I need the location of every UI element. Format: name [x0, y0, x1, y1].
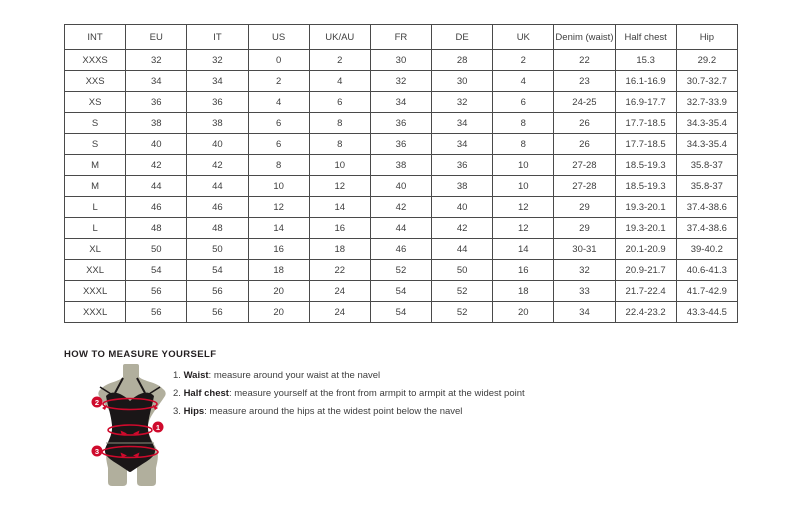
- table-cell: 20: [248, 281, 309, 302]
- table-cell: 33: [554, 281, 615, 302]
- table-cell: 20.1-20.9: [615, 239, 676, 260]
- table-cell: 14: [248, 218, 309, 239]
- table-row: [65, 218, 738, 239]
- table-cell: 4: [493, 71, 554, 92]
- table-cell: XXXL: [65, 302, 126, 323]
- table-cell: 56: [187, 281, 248, 302]
- table-cell: 12: [493, 197, 554, 218]
- table-cell: 12: [248, 197, 309, 218]
- table-cell: 32.7-33.9: [676, 92, 737, 113]
- table-cell: 8: [309, 134, 370, 155]
- table-cell: 27-28: [554, 176, 615, 197]
- badge-half-chest-number: 2: [94, 397, 100, 407]
- table-cell: 40.6-41.3: [676, 260, 737, 281]
- table-cell: 32: [370, 71, 431, 92]
- measure-section-title: HOW TO MEASURE YOURSELF: [64, 349, 217, 360]
- table-cell: 26: [554, 113, 615, 134]
- badge-waist-number: 1: [155, 422, 161, 432]
- table-cell: 12: [309, 176, 370, 197]
- column-header: Hip: [676, 25, 737, 50]
- table-cell: 17.7-18.5: [615, 134, 676, 155]
- table-cell: 20: [493, 302, 554, 323]
- table-cell: 38: [187, 113, 248, 134]
- table-cell: 56: [187, 302, 248, 323]
- size-table: [64, 24, 738, 323]
- table-cell: 34.3-35.4: [676, 134, 737, 155]
- table-cell: XS: [65, 92, 126, 113]
- table-cell: 34: [126, 71, 187, 92]
- instruction-number: 1.: [173, 370, 184, 381]
- table-cell: 34: [432, 134, 493, 155]
- instruction-text: : measure around the hips at the widest point below the navel: [204, 406, 463, 417]
- table-cell: 10: [493, 155, 554, 176]
- table-cell: 38: [370, 155, 431, 176]
- table-cell: 50: [126, 239, 187, 260]
- table-cell: 24: [309, 302, 370, 323]
- table-cell: 20: [248, 302, 309, 323]
- measure-instructions: [173, 371, 525, 425]
- table-row: [65, 197, 738, 218]
- table-cell: 22: [309, 260, 370, 281]
- badge-waist: [153, 422, 164, 433]
- table-cell: 18: [309, 239, 370, 260]
- table-cell: 29.2: [676, 50, 737, 71]
- table-cell: 8: [309, 113, 370, 134]
- table-cell: 35.8-37: [676, 155, 737, 176]
- table-cell: 19.3-20.1: [615, 218, 676, 239]
- table-cell: 36: [187, 92, 248, 113]
- table-cell: 32: [432, 92, 493, 113]
- table-cell: 46: [126, 197, 187, 218]
- table-cell: 54: [126, 260, 187, 281]
- table-cell: 44: [370, 218, 431, 239]
- table-cell: 12: [493, 218, 554, 239]
- table-cell: 44: [126, 176, 187, 197]
- table-row: [65, 71, 738, 92]
- table-cell: 37.4-38.6: [676, 218, 737, 239]
- table-cell: 16: [248, 239, 309, 260]
- table-cell: 18: [493, 281, 554, 302]
- table-cell: 18: [248, 260, 309, 281]
- table-cell: XXS: [65, 71, 126, 92]
- table-cell: 37.4-38.6: [676, 197, 737, 218]
- instruction-item: [173, 371, 525, 381]
- table-cell: L: [65, 218, 126, 239]
- table-cell: 34: [554, 302, 615, 323]
- table-cell: 48: [126, 218, 187, 239]
- table-cell: 16: [493, 260, 554, 281]
- column-header: DE: [432, 25, 493, 50]
- table-cell: 42: [432, 218, 493, 239]
- table-cell: M: [65, 176, 126, 197]
- table-cell: 40: [126, 134, 187, 155]
- table-row: [65, 239, 738, 260]
- table-cell: 4: [309, 71, 370, 92]
- instruction-number: 3.: [173, 406, 184, 417]
- column-header: Half chest: [615, 25, 676, 50]
- table-cell: 34: [370, 92, 431, 113]
- table-cell: 22.4-23.2: [615, 302, 676, 323]
- size-table-header-row: [65, 25, 738, 50]
- table-row: [65, 134, 738, 155]
- table-cell: 15.3: [615, 50, 676, 71]
- table-cell: 34: [432, 113, 493, 134]
- column-header: US: [248, 25, 309, 50]
- table-cell: 14: [493, 239, 554, 260]
- table-cell: 2: [309, 50, 370, 71]
- table-cell: 36: [370, 113, 431, 134]
- table-cell: 19.3-20.1: [615, 197, 676, 218]
- table-cell: 38: [432, 176, 493, 197]
- table-cell: 54: [370, 281, 431, 302]
- column-header: FR: [370, 25, 431, 50]
- table-cell: 4: [248, 92, 309, 113]
- measurement-figure-illustration: [75, 363, 185, 493]
- table-cell: 36: [432, 155, 493, 176]
- table-cell: 32: [126, 50, 187, 71]
- table-cell: 24-25: [554, 92, 615, 113]
- badge-hips: [92, 446, 103, 457]
- table-cell: 8: [493, 113, 554, 134]
- table-cell: 10: [493, 176, 554, 197]
- column-header: UK: [493, 25, 554, 50]
- table-row: [65, 302, 738, 323]
- table-cell: 50: [432, 260, 493, 281]
- table-row: [65, 113, 738, 134]
- table-row: [65, 92, 738, 113]
- table-cell: 8: [248, 155, 309, 176]
- table-cell: 43.3-44.5: [676, 302, 737, 323]
- size-chart: [64, 24, 738, 323]
- table-row: [65, 260, 738, 281]
- table-cell: S: [65, 134, 126, 155]
- table-cell: 38: [126, 113, 187, 134]
- table-cell: 17.7-18.5: [615, 113, 676, 134]
- instruction-item: [173, 407, 525, 417]
- table-cell: XXXL: [65, 281, 126, 302]
- table-cell: 52: [432, 302, 493, 323]
- table-cell: 16: [309, 218, 370, 239]
- table-cell: 39-40.2: [676, 239, 737, 260]
- table-cell: M: [65, 155, 126, 176]
- table-cell: 18.5-19.3: [615, 155, 676, 176]
- table-cell: 36: [126, 92, 187, 113]
- table-cell: 40: [187, 134, 248, 155]
- table-cell: 42: [370, 197, 431, 218]
- table-cell: 52: [370, 260, 431, 281]
- table-cell: 36: [370, 134, 431, 155]
- instruction-label: Hips: [183, 406, 205, 417]
- table-cell: 52: [432, 281, 493, 302]
- table-cell: 6: [309, 92, 370, 113]
- table-row: [65, 176, 738, 197]
- table-row: [65, 281, 738, 302]
- table-cell: 24: [309, 281, 370, 302]
- table-cell: 18.5-19.3: [615, 176, 676, 197]
- table-cell: 23: [554, 71, 615, 92]
- table-cell: 50: [187, 239, 248, 260]
- table-cell: 2: [493, 50, 554, 71]
- table-cell: 32: [187, 50, 248, 71]
- table-cell: 10: [248, 176, 309, 197]
- table-cell: 54: [370, 302, 431, 323]
- table-cell: 56: [126, 302, 187, 323]
- table-cell: 30.7-32.7: [676, 71, 737, 92]
- table-cell: 6: [248, 134, 309, 155]
- table-cell: 21.7-22.4: [615, 281, 676, 302]
- table-cell: 40: [370, 176, 431, 197]
- instruction-label: Half chest: [183, 388, 229, 399]
- table-cell: 10: [309, 155, 370, 176]
- table-cell: 8: [493, 134, 554, 155]
- instruction-text: : measure yourself at the front from armpit to armpit at the widest point: [228, 388, 525, 399]
- table-cell: XXL: [65, 260, 126, 281]
- table-cell: 30-31: [554, 239, 615, 260]
- column-header: INT: [65, 25, 126, 50]
- table-cell: 34.3-35.4: [676, 113, 737, 134]
- table-cell: 41.7-42.9: [676, 281, 737, 302]
- table-cell: 30: [370, 50, 431, 71]
- table-cell: 6: [248, 113, 309, 134]
- table-cell: 40: [432, 197, 493, 218]
- column-header: EU: [126, 25, 187, 50]
- column-header: IT: [187, 25, 248, 50]
- table-cell: 20.9-21.7: [615, 260, 676, 281]
- instruction-text: : measure around your waist at the navel: [208, 370, 381, 381]
- table-cell: 44: [432, 239, 493, 260]
- table-cell: 54: [187, 260, 248, 281]
- table-cell: 0: [248, 50, 309, 71]
- table-cell: 26: [554, 134, 615, 155]
- badge-hips-number: 3: [94, 446, 100, 456]
- table-cell: 34: [187, 71, 248, 92]
- table-cell: 16.9-17.7: [615, 92, 676, 113]
- instruction-item: [173, 389, 525, 399]
- table-cell: XL: [65, 239, 126, 260]
- table-cell: 48: [187, 218, 248, 239]
- table-row: [65, 50, 738, 71]
- table-cell: 29: [554, 218, 615, 239]
- table-cell: XXXS: [65, 50, 126, 71]
- table-cell: 14: [309, 197, 370, 218]
- table-cell: 46: [370, 239, 431, 260]
- table-cell: 56: [126, 281, 187, 302]
- table-cell: 35.8-37: [676, 176, 737, 197]
- table-cell: 6: [493, 92, 554, 113]
- table-cell: 16.1-16.9: [615, 71, 676, 92]
- table-cell: 30: [432, 71, 493, 92]
- table-cell: 22: [554, 50, 615, 71]
- instruction-number: 2.: [173, 388, 184, 399]
- table-cell: 42: [126, 155, 187, 176]
- column-header: UK/AU: [309, 25, 370, 50]
- table-cell: 42: [187, 155, 248, 176]
- column-header: Denim (waist): [554, 25, 615, 50]
- table-cell: 27-28: [554, 155, 615, 176]
- table-cell: S: [65, 113, 126, 134]
- table-cell: 44: [187, 176, 248, 197]
- table-row: [65, 155, 738, 176]
- table-cell: 46: [187, 197, 248, 218]
- table-cell: 29: [554, 197, 615, 218]
- instruction-label: Waist: [183, 370, 209, 381]
- table-cell: 32: [554, 260, 615, 281]
- table-cell: 28: [432, 50, 493, 71]
- table-cell: 2: [248, 71, 309, 92]
- size-table-body: [65, 50, 738, 323]
- badge-half-chest: [92, 397, 103, 408]
- table-cell: L: [65, 197, 126, 218]
